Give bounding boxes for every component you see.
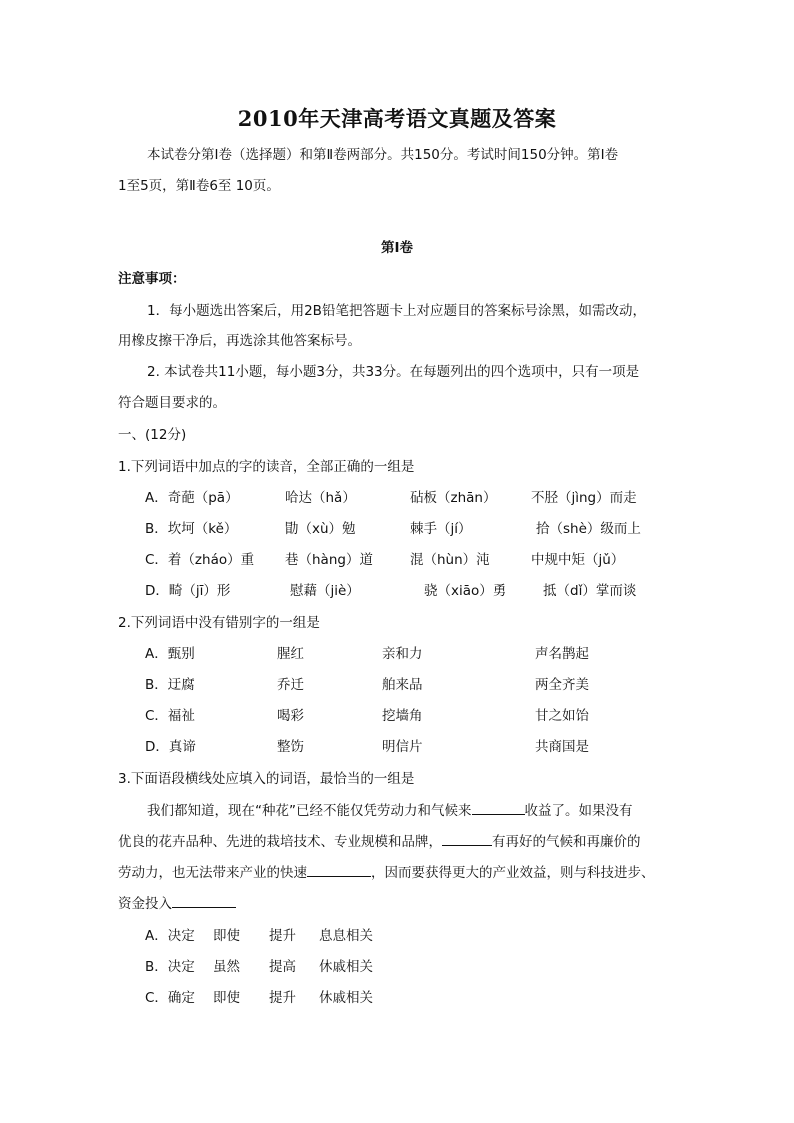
q1-option-c-4: 中规中矩（jǔ） bbox=[531, 552, 625, 568]
q3-option-a-4: 息息相关 bbox=[319, 928, 373, 944]
q2-option-b-1: B．迂腐 bbox=[145, 677, 195, 693]
q2-option-d-1: D．真谛 bbox=[145, 739, 196, 755]
q3-passage-text: 我们都知道，现在“种花”已经不能仅凭劳动力和气候来 bbox=[147, 803, 472, 819]
document-title: 2010年天津高考语文真题及答案 bbox=[237, 106, 557, 131]
q2-option-c-1: C．福祉 bbox=[145, 708, 195, 724]
q3-passage-line-4 bbox=[118, 893, 236, 914]
q3-passage-line-2 bbox=[118, 831, 641, 852]
q2-option-a-4: 声名鹊起 bbox=[535, 646, 589, 662]
q1-option-c-1: C．着（zháo）重 bbox=[145, 552, 255, 568]
part1-heading: 一、(12分) bbox=[118, 427, 187, 443]
notes-heading: 注意事项： bbox=[118, 271, 186, 287]
q1-option-b-1: B．坎坷（kě） bbox=[145, 521, 238, 537]
q3-passage-text: 优良的花卉品种、先进的栽培技术、专业规模和品牌， bbox=[118, 834, 442, 850]
q3-passage-text: 有再好的气候和再廉价的 bbox=[492, 834, 641, 850]
q3-passage-text: 收益了。如果没有 bbox=[524, 803, 633, 819]
q1-option-a-4: 不胫（jìng）而走 bbox=[531, 490, 637, 506]
fill-blank bbox=[472, 800, 525, 815]
q2-option-c-4: 甘之如饴 bbox=[535, 708, 589, 724]
q3-passage-text: 劳动力，也无法带来产业的快速 bbox=[118, 865, 307, 881]
intro-line-1: 本试卷分第Ⅰ卷（选择题）和第Ⅱ卷两部分。共150分。考试时间150分钟。第Ⅰ卷 bbox=[147, 147, 619, 163]
q2-option-a-2: 腥红 bbox=[277, 646, 304, 662]
q1-option-d-3: 骁（xiāo）勇 bbox=[424, 583, 507, 599]
fill-blank bbox=[172, 893, 236, 908]
q3-option-b-1: B．决定 bbox=[145, 959, 195, 975]
q2-option-b-4: 两全齐美 bbox=[535, 677, 589, 693]
q2-option-d-3: 明信片 bbox=[382, 739, 423, 755]
q3-option-c-1: C．确定 bbox=[145, 990, 195, 1006]
q1-option-d-2: 慰藉（jiè） bbox=[290, 583, 360, 599]
q3-passage-line-3 bbox=[118, 862, 655, 883]
q1-option-b-3: 棘手（jí） bbox=[410, 521, 472, 537]
q1-option-a-3: 砧板（zhān） bbox=[410, 490, 497, 506]
q2-option-a-1: A．甄别 bbox=[145, 646, 195, 662]
q3-passage-text: ，因而要获得更大的产业效益，则与科技进步、 bbox=[371, 865, 655, 881]
note-1-line-2: 用橡皮擦干净后，再选涂其他答案标号。 bbox=[118, 333, 361, 349]
q1-option-c-3: 混（hùn）沌 bbox=[410, 552, 490, 568]
q3-option-c-3: 提升 bbox=[269, 990, 296, 1006]
q3-option-b-4: 休戚相关 bbox=[319, 959, 373, 975]
intro-line-2: 1至5页，第Ⅱ卷6至 10页。 bbox=[118, 178, 280, 194]
q2-option-a-3: 亲和力 bbox=[382, 646, 423, 662]
q1-option-b-4: 拾（shè）级而上 bbox=[536, 521, 641, 537]
q3-option-b-3: 提高 bbox=[269, 959, 296, 975]
q2-option-d-2: 整饬 bbox=[277, 739, 304, 755]
q3-option-a-1: A．决定 bbox=[145, 928, 195, 944]
q1-stem: 1.下列词语中加点的字的读音，全部正确的一组是 bbox=[118, 459, 415, 475]
q1-option-c-2: 巷（hàng）道 bbox=[285, 552, 373, 568]
fill-blank bbox=[442, 831, 492, 846]
q3-option-c-2: 即使 bbox=[213, 990, 240, 1006]
q2-option-c-3: 挖墙角 bbox=[382, 708, 423, 724]
note-2-line-2: 符合题目要求的。 bbox=[118, 395, 226, 411]
q3-stem: 3.下面语段横线处应填入的词语，最恰当的一组是 bbox=[118, 771, 415, 787]
q3-option-a-3: 提升 bbox=[269, 928, 296, 944]
q2-stem: 2.下列词语中没有错别字的一组是 bbox=[118, 615, 320, 631]
q1-option-a-1: A．奇葩（pā） bbox=[145, 490, 239, 506]
note-2-line-1: 2. 本试卷共11小题，每小题3分，共33分。在每题列出的四个选项中，只有一项是 bbox=[147, 364, 640, 380]
q2-option-b-2: 乔迁 bbox=[277, 677, 304, 693]
q3-option-b-2: 虽然 bbox=[213, 959, 240, 975]
fill-blank bbox=[307, 862, 371, 877]
q3-passage-text: 资金投入 bbox=[118, 896, 172, 912]
q2-option-d-4: 共商国是 bbox=[535, 739, 589, 755]
q1-option-d-1: D．畸（jī）形 bbox=[145, 583, 231, 599]
q2-option-c-2: 喝彩 bbox=[277, 708, 304, 724]
q3-option-a-2: 即使 bbox=[213, 928, 240, 944]
q1-option-b-2: 勖（xù）勉 bbox=[285, 521, 356, 537]
q2-option-b-3: 舶来品 bbox=[382, 677, 423, 693]
q1-option-d-4: 抵（dǐ）掌而谈 bbox=[543, 583, 637, 599]
q1-option-a-2: 哈达（hǎ） bbox=[285, 490, 356, 506]
note-1-line-1: 1．每小题选出答案后，用2B铅笔把答题卡上对应题目的答案标号涂黑，如需改动， bbox=[147, 303, 646, 319]
q3-option-c-4: 休戚相关 bbox=[319, 990, 373, 1006]
q3-passage-line-1 bbox=[147, 800, 633, 821]
section-title: 第Ⅰ卷 bbox=[380, 240, 414, 256]
